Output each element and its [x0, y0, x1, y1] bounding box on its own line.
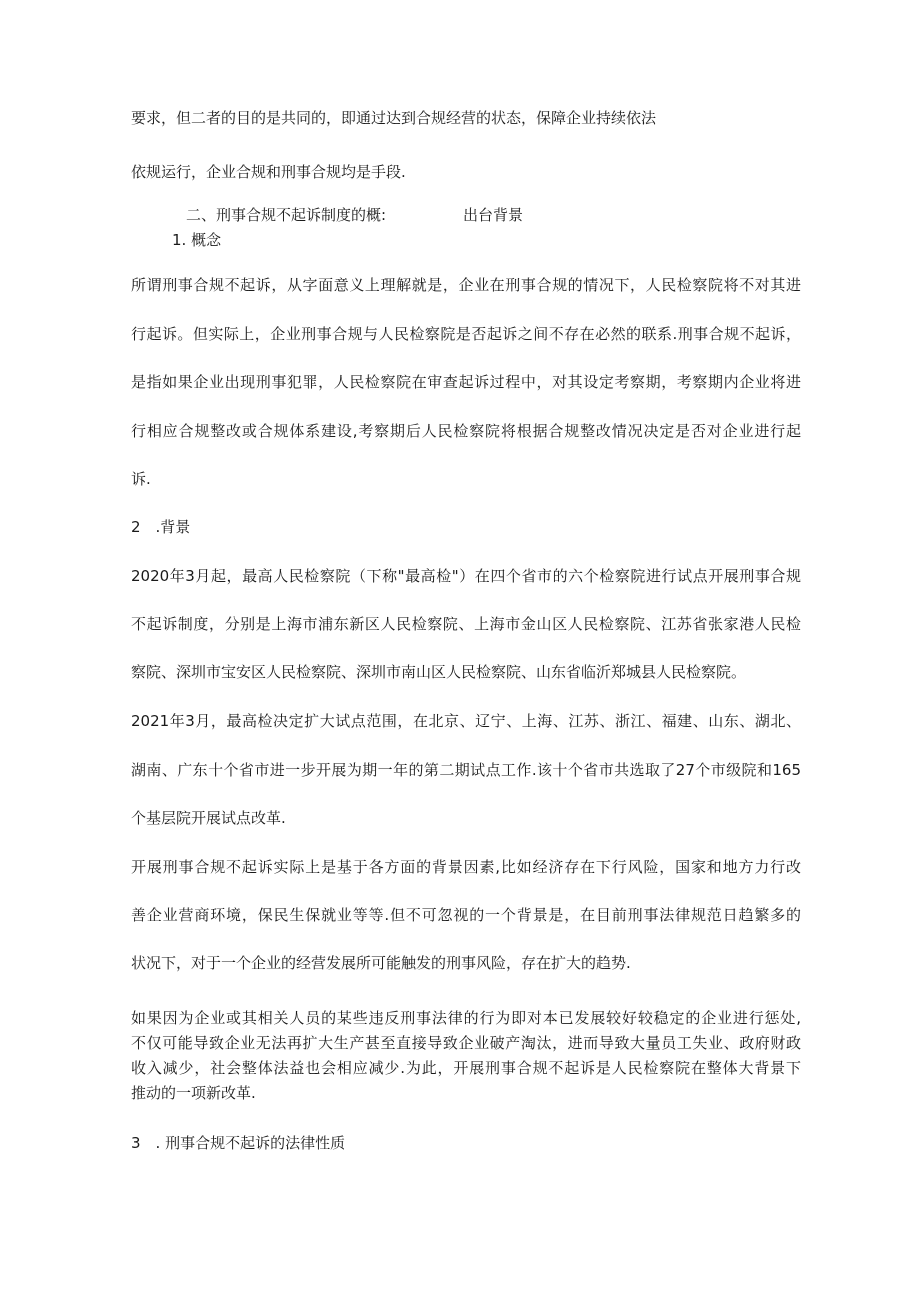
background-p4-line-1: 如果因为企业或其相关人员的某些违反刑事法律的行为即对本已发展较好较稳定的企业进行惩处,	[131, 1009, 801, 1027]
background-p3-line-2: 善企业营商环境，保民生保就业等等.但不可忽视的一个背景是，在目前刑事法律规范日趋繁多的	[131, 906, 801, 924]
background-p4-line-4: 推动的一项新改革.	[131, 1084, 256, 1102]
intro-line-1: 要求，但二者的目的是共同的，即通过达到合规经营的状态，保障企业持续依法	[131, 109, 657, 127]
background-p4-line-2: 不仅可能导致企业无法再扩大生产甚至直接导致企业破产淘汰，进而导致大量员工失业、政府财政	[131, 1034, 801, 1052]
background-p2-line-2: 湖南、广东十个省市进一步开展为期一年的第二期试点工作.该十个省市共选取了27个市级院和165	[131, 761, 801, 779]
background-p3-line-1: 开展刑事合规不起诉实际上是基于各方面的背景因素,比如经济存在下行风险，国家和地方力行改	[131, 858, 801, 876]
section-heading-part2: 出台背景	[463, 206, 524, 224]
background-p4-line-3: 收入减少，社会整体法益也会相应减少.为此，开展刑事合规不起诉是人民检察院在整体大背景下	[131, 1059, 801, 1077]
background-p1-line-1: 2020年3月起，最高人民检察院（下称"最高检"）在四个省市的六个检察院进行试点开展刑事合规	[131, 567, 801, 585]
concept-line-1: 所谓刑事合规不起诉，从字面意义上理解就是，企业在刑事合规的情况下，人民检察院将不对其进	[131, 276, 801, 294]
background-p2-line-3: 个基层院开展试点改革.	[131, 809, 286, 827]
concept-line-3: 是指如果企业出现刑事犯罪，人民检察院在审查起诉过程中，对其设定考察期，考察期内企业将进	[131, 373, 801, 391]
background-p3-line-3: 状况下，对于一个企业的经营发展所可能触发的刑事风险，存在扩大的趋势.	[131, 954, 631, 972]
background-p2-line-1: 2021年3月，最高检决定扩大试点范围，在北京、辽宁、上海、江苏、浙江、福建、山东、湖北、	[131, 712, 801, 730]
intro-line-2: 依规运行，企业合规和刑事合规均是手段.	[131, 163, 406, 181]
concept-heading: 1. 概念	[172, 231, 222, 249]
background-heading: 2 .背景	[131, 518, 191, 536]
nature-heading: 3 . 刑事合规不起诉的法律性质	[131, 1134, 346, 1152]
section-heading-part1: 二、刑事合规不起诉制度的概:	[186, 206, 387, 224]
background-p1-line-3: 察院、深圳市宝安区人民检察院、深圳市南山区人民检察院、山东省临沂郑城县人民检察院。	[131, 663, 747, 681]
concept-line-4: 行相应合规整改或合规体系建设,考察期后人民检察院将根据合规整改情况决定是否对企业进行起	[131, 422, 801, 440]
concept-line-5: 诉.	[131, 470, 151, 488]
background-p1-line-2: 不起诉制度，分别是上海市浦东新区人民检察院、上海市金山区人民检察院、江苏省张家港人民检	[131, 615, 801, 633]
concept-line-2: 行起诉。但实际上，企业刑事合规与人民检察院是否起诉之间不存在必然的联系.刑事合规不起诉，	[131, 325, 801, 343]
